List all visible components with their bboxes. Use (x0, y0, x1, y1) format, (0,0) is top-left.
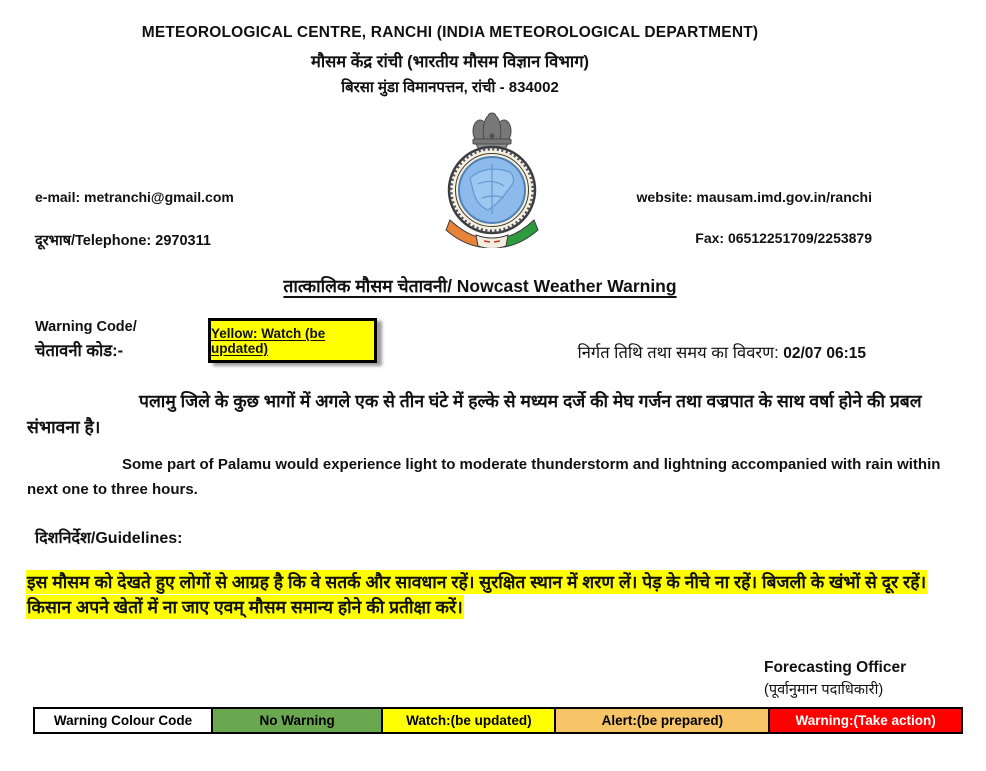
guidelines-highlighted-text: इस मौसम को देखते हुए लोगों से आग्रह है कि वे सतर्क और सावधान रहें। सुरक्षित स्थान में शरण लें। पेड़ के नीचे ना रहें। बिजली के खंभों से दूर रहें। किसान अपने खेतों में ना जाए एवम् मौसम समान्य होने की प्रतीक्षा करें। (27, 572, 927, 617)
colour-code-cell-warning: Warning:(Take action) (768, 709, 961, 732)
warning-colour-code-table (33, 707, 963, 734)
warning-code-label-english: Warning Code/ (35, 319, 137, 335)
issue-datetime-label: निर्गत तिथि तथा समय का विवरण: (577, 344, 784, 362)
guidelines-heading: दिशनिर्देश/Guidelines: (35, 530, 183, 547)
telephone-text: दूरभाष/Telephone: 2970311 (35, 233, 211, 249)
warning-code-row (0, 318, 986, 380)
document-title: तात्कालिक मौसम चेतावनी/ Nowcast Weather Warning (283, 276, 677, 296)
warning-code-value-box (208, 318, 377, 363)
signature-block (764, 660, 986, 697)
fax-text: Fax: 06512251709/2253879 (695, 230, 872, 246)
letterhead (0, 0, 900, 97)
forecast-paragraph-english: Some part of Palamu would experience light to moderate thunderstorm and lightning accompanied with rain within next one to three hours. (27, 456, 941, 498)
issue-datetime-line (577, 340, 866, 363)
email-text: e-mail: metranchi@gmail.com (35, 189, 234, 205)
issue-datetime-value: 02/07 06:15 (783, 345, 866, 362)
colour-code-cell-alert: Alert:(be prepared) (554, 709, 768, 732)
imd-emblem-logo (438, 106, 546, 253)
guidelines-paragraph (26, 570, 964, 620)
signature-title-english: Forecasting Officer (764, 659, 907, 676)
org-name-english: METEOROLOGICAL CENTRE, RANCHI (INDIA METEOROLOGICAL DEPARTMENT) (141, 24, 759, 41)
colour-code-header-cell: Warning Colour Code (35, 709, 211, 732)
org-name-hindi: मौसम केंद्र रांची (भारतीय मौसम विज्ञान विभाग) (311, 53, 589, 71)
website-text: website: mausam.imd.gov.in/ranchi (636, 189, 872, 205)
signature-title-hindi: (पूर्वानुमान पदाधिकारी) (764, 681, 884, 698)
warning-code-value: Yellow: Watch (be updated) (211, 325, 326, 356)
warning-code-label-hindi: चेतावनी कोड:- (35, 341, 124, 360)
colour-code-cell-no-warning: No Warning (211, 709, 381, 732)
warning-code-label (35, 320, 137, 359)
colour-code-cell-watch: Watch:(be updated) (381, 709, 554, 732)
forecast-paragraph-hindi: पलामु जिले के कुछ भागों में अगले एक से तीन घंटे में हल्के से मध्यम दर्जे की मेघ गर्जन तथा वज्रपात के साथ वर्षा होने की प्रबल संभावना है। (27, 391, 922, 437)
org-address: बिरसा मुंडा विमानपत्तन, रांची - 834002 (341, 79, 559, 96)
